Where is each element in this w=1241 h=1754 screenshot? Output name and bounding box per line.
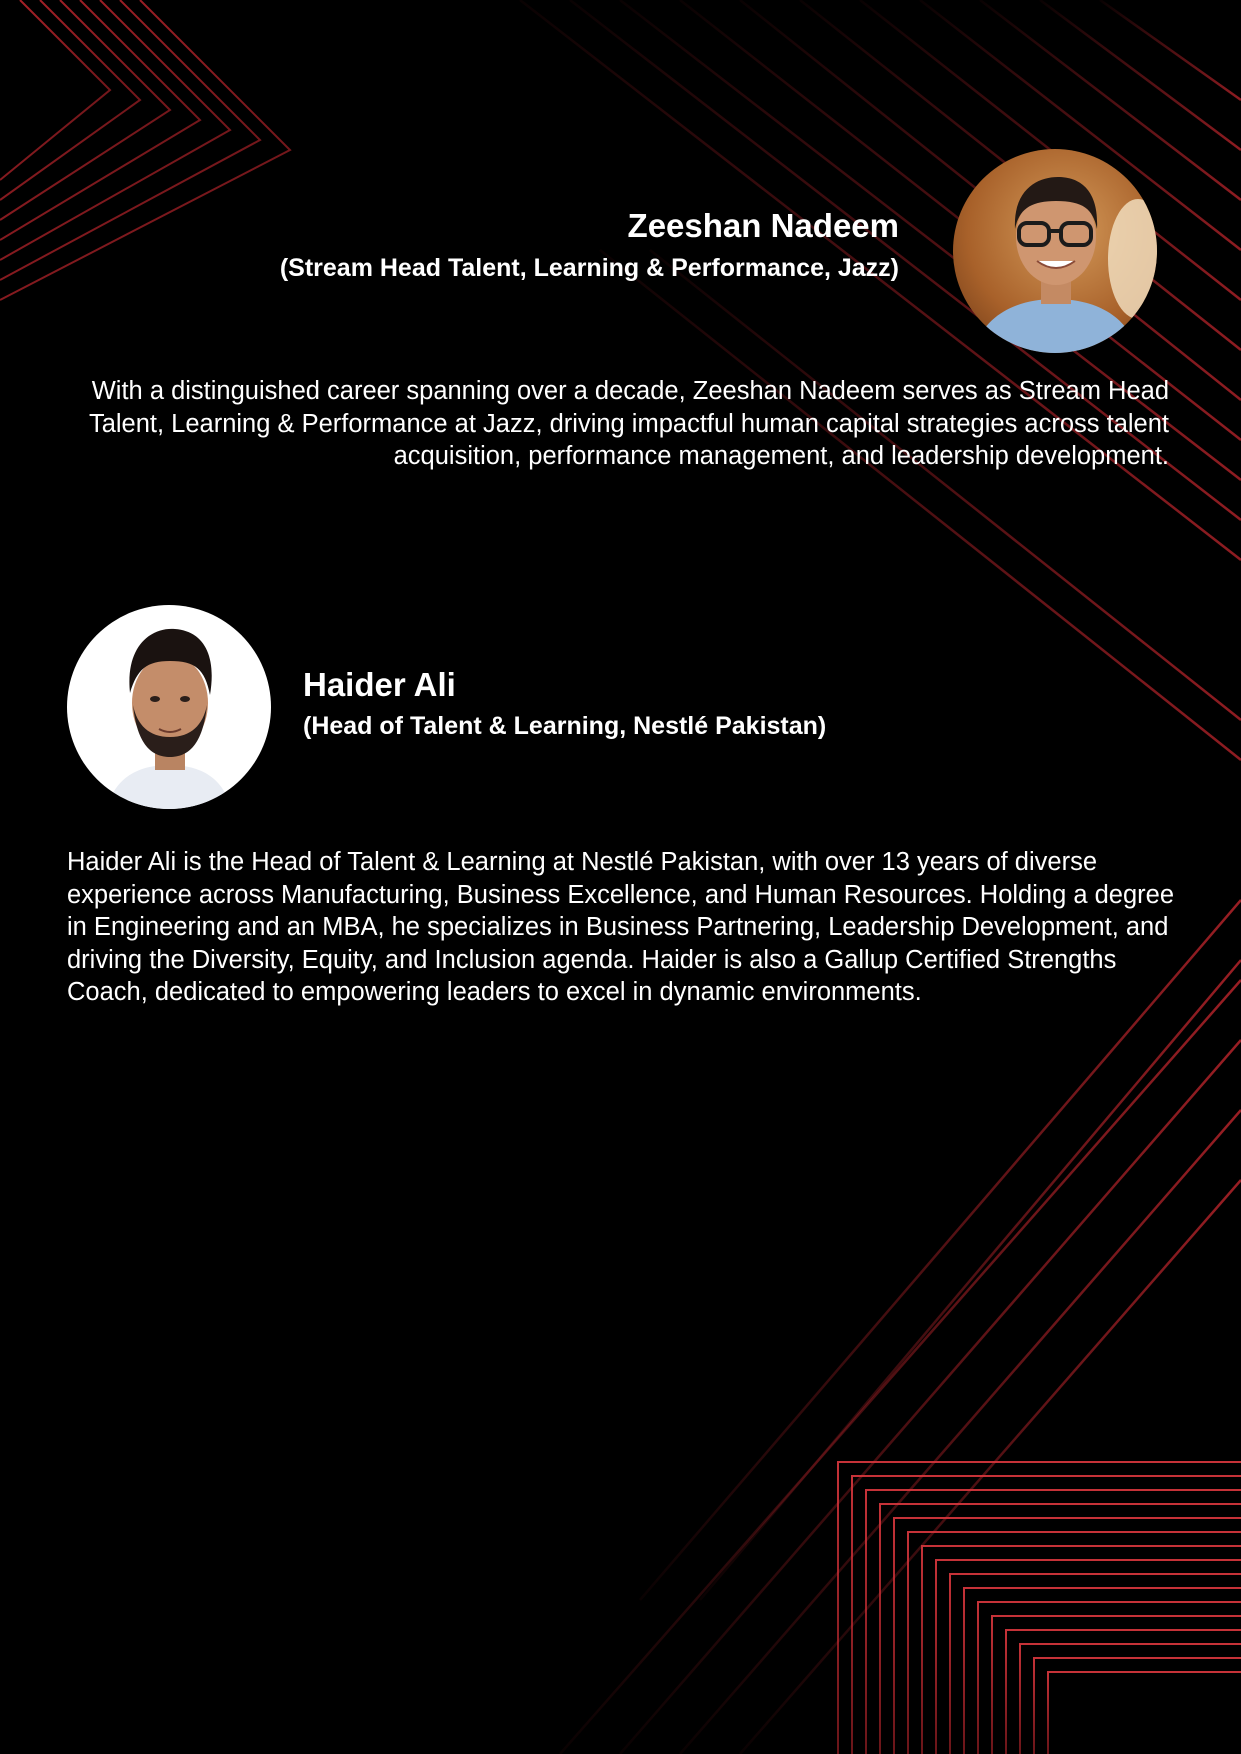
bottom-right-diagonal-lines (560, 900, 1241, 1754)
portrait-photo (67, 605, 271, 809)
speaker-bio: Haider Ali is the Head of Talent & Learning at Nestlé Pakistan, with over 13 years of diverse experience across Manufacturing, Business Excellence, and Human Resources. Holding a degree in Engineering and an MBA, he specializes in Business Partnering, Leadership Development, and driving the Diversity, Equity, and Inclusion agenda. Haider is also a Gallup Certified Strengths Coach, dedicated to empowering leaders to excel in dynamic environments. (67, 848, 1175, 1007)
speaker-role: (Stream Head Talent, Learning & Performance, Jazz) (279, 254, 899, 282)
speaker-bio: With a distinguished career spanning over a decade, Zeeshan Nadeem serves as Stream Head Talent, Learning & Performance at Jazz, driving impactful human capital strategies across talent acquisition, performance management, and leadership development. (88, 377, 1169, 471)
speaker-role: (Head of Talent & Learning, Nestlé Pakistan) (303, 712, 827, 740)
speaker-name: Haider Ali (303, 666, 456, 703)
bottom-right-corner-lines (838, 1462, 1241, 1754)
speaker-name: Zeeshan Nadeem (627, 207, 899, 244)
portrait-photo (953, 149, 1157, 353)
top-left-chevron-lines (0, 0, 290, 300)
